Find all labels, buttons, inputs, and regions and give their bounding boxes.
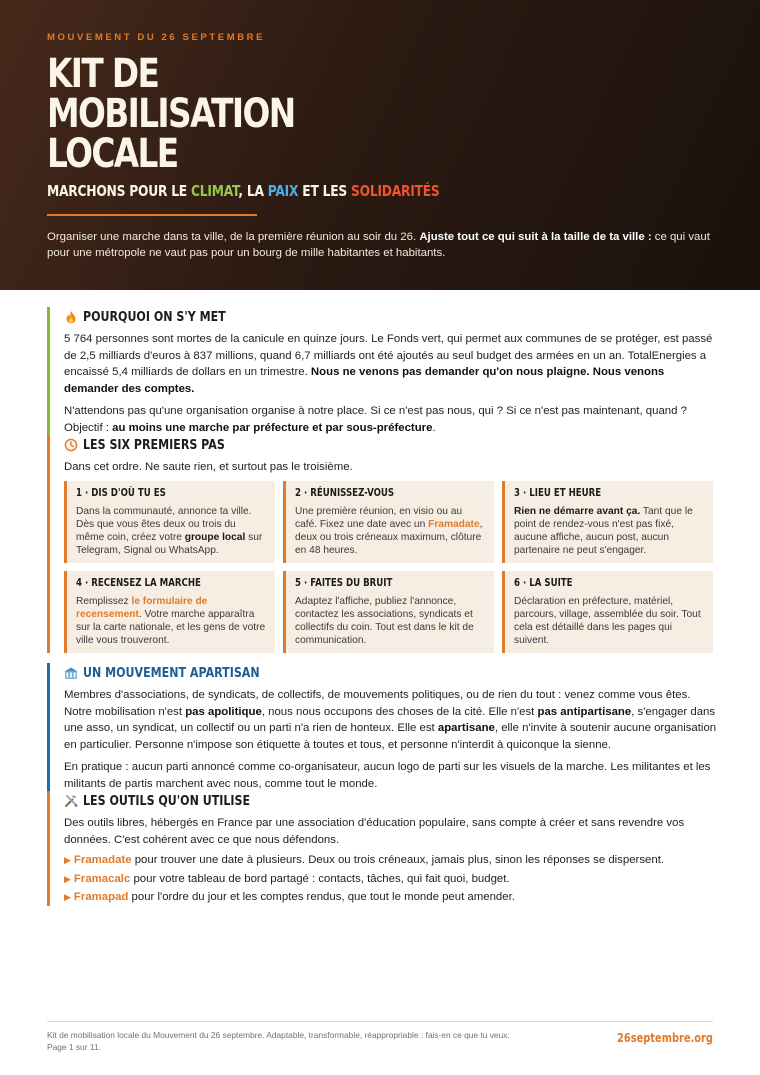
title-line: LOCALE [47,131,178,177]
framadate-link[interactable]: Framadate [428,518,480,530]
step-card [502,481,713,563]
section-title [64,663,717,683]
paragraph: En pratique : aucun parti annoncé comme co-organisateur, aucun logo de parti sur les visuels de la marche. Les militantes et les militants de partis marchent avec nous, comme tout le monde. [64,761,711,790]
step-text [295,505,485,557]
step-text-part: Remplissez [76,595,132,607]
step-card [502,571,713,653]
section-title-label: UN MOUVEMENT APARTISAN [83,665,260,681]
subtitle-part: ET LES [298,182,352,200]
step-title: 2 · RÉUNISSEZ-VOUS [295,486,395,499]
para-text: , elle n'invite à soutenir aucune organisation en particulier. Personne n'impose son étiquette à toutes et tous, et personne n'interdit à quiconque la sienne. [64,722,717,751]
para-bold: au moins une marche par préfecture et par sous-préfecture [112,421,433,434]
website-link[interactable]: 26septembre.org [617,1031,713,1045]
subtitle-part: MARCHONS POUR LE [47,182,191,200]
step-text-part: , deux ou trois créneaux maximum, clôture en 48 heures. [295,518,483,556]
para-bold: pas antipartisane [537,705,632,718]
page-subtitle [47,182,457,200]
section-title-label: POURQUOI ON S'Y MET [83,309,226,325]
divider [47,214,257,216]
subtitle-part: , LA [238,182,268,200]
step-title: 5 · FAITES DU BRUIT [295,576,393,589]
section-tools [47,791,717,906]
para-bold: Nous ne venons pas demander qu'on nous plaigne. Nous venons demander des comptes. [64,366,665,395]
paragraph [64,687,717,753]
para-bold: apartisane [437,722,495,734]
step-card [64,571,275,653]
title-line: MOBILISATION [47,91,295,137]
triangle-right-icon: ▶ [64,873,71,884]
section-title-label: LES OUTILS QU'ON UTILISE [83,793,251,809]
para-text: 5 764 personnes sont mortes de la canicule en quinze jours. Le Fonds vert, qui permet aux communes de se protéger, est passé de 2,5 milliards d'euros à 837 millions, quand 6,7 milliards ont été ajoutés au seul budget des armées en un an. TotalEnergies a encaissé 5,4 milliards de dollars en un trimestre. [64,333,713,378]
list-item [64,889,717,906]
building-icon [64,666,78,680]
section-title-label: LES SIX PREMIERS PAS [83,437,225,453]
intro-rest: ce qui vaut pour une métropole ne vaut pas pour un bourg de mille habitantes et habitants. [47,231,710,259]
step-text-part: sur Telegram, Signal ou WhatsApp. [76,531,263,556]
intro-text: Organiser une marche dans ta ville, de la première réunion au soir du 26. [47,231,420,243]
section-intro: Dans cet ordre. Ne saute rien, et surtout pas le troisième. [64,461,353,473]
tool-link-framapad[interactable]: Framapad [73,891,129,903]
footer-text [47,1029,510,1053]
step-text-part: Tant que le point de rendez-vous n'est pas fixé, aucune affiche, aucun post, aucun partenaire ne peut s'engager. [514,505,693,556]
section-apartisan [47,663,717,792]
section-why [47,307,717,436]
paragraph [64,403,717,436]
tool-link-framadate[interactable]: Framadate [73,854,132,866]
step-text: Déclaration en préfecture, matériel, parcours, village, assemblée du soir. Tout cela est détaillé dans les pages qui suivent. [514,595,701,646]
triangle-right-icon: ▶ [64,892,71,902]
paragraph [64,331,717,397]
step-text-part: . Votre marche apparaîtra sur la carte nationale, et les gens de votre ville vous trouveront. [76,608,266,646]
step-text: Adaptez l'affiche, publiez l'annonce, contactez les associations, syndicats et collectifs du coin. Tout est dans le kit de communication. [295,595,474,646]
step-text [76,505,266,557]
recensement-form-link[interactable]: le formulaire de recensement [76,595,208,620]
page-title [47,51,359,177]
footer-line: Kit de mobilisation locale du Mouvement du 26 septembre. Adaptable, transformable, réappropriable : fais-en ce que tu veux. [47,1030,510,1040]
section-title [64,435,717,455]
step-card [283,481,494,563]
tools-icon [64,794,78,808]
para-text: N'attendons pas qu'une organisation organise à notre place. Si ce n'est pas nous, qui ? Si ce n'est pas maintenant, quand ? Objectif : [64,405,687,434]
section-steps [47,435,717,653]
subtitle-climat: CLIMAT [190,182,239,200]
step-title: 6 · LA SUITE [514,576,573,589]
page-number: Page 1 sur 11. [47,1042,101,1052]
subtitle-paix: PAIX [267,182,299,200]
step-text [514,505,704,557]
tool-text: pour trouver une date à plusieurs. Deux ou trois créneaux, jamais plus, sinon les réponses se dispersent. [131,854,665,866]
step-text [76,595,266,647]
page-footer [47,1021,713,1053]
step-text-part: Dans la communauté, annonce ta ville. Dès que vous êtes deux ou trois du même coin, créez votre [76,505,252,543]
title-line: KIT DE [47,51,159,97]
step-title: 3 · LIEU ET HEURE [514,486,602,499]
clock-icon [64,438,78,452]
subtitle-solidarites: SOLIDARITÉS [351,182,440,200]
eyebrow: MOUVEMENT DU 26 SEPTEMBRE [47,32,266,43]
intro-bold: Ajuste tout ce qui suit à la taille de ta ville : [419,231,652,243]
para-bold: pas apolitique [185,705,262,718]
section-title [64,307,717,327]
step-card [283,571,494,653]
triangle-right-icon: ▶ [64,855,71,865]
steps-grid [64,481,717,653]
hero-intro [47,229,717,261]
para-text: , s'engager dans une asso, un syndicat, un collectif ou un parti n'a rien de honteux. Elle est [64,705,716,734]
step-text-part: Une première réunion, en visio ou au café. Fixez une date avec un [295,505,463,530]
step-title: 1 · DIS D'OÙ TU ES [76,486,166,499]
list-item [64,871,717,888]
tools-list [64,852,717,906]
step-text-bold: Rien ne démarre avant ça. [514,505,641,517]
section-title [64,791,717,811]
step-title: 4 · RECENSEZ LA MARCHE [76,576,201,589]
tool-text: pour votre tableau de bord partagé : contacts, tâches, qui fait quoi, budget. [130,872,510,885]
section-intro: Des outils libres, hébergés en France par une association d'éducation populaire, sans compte à créer et sans revendre vos données. C'est cohérent avec ce que nous défendons. [64,817,685,846]
tool-link-framacalc[interactable]: Framacalc [73,872,131,885]
hero-banner [0,0,760,290]
para-text: , nous nous occupons des choses de la cité. Elle n'est [261,705,538,718]
flame-icon [64,310,78,324]
para-text: Membres d'associations, de syndicats, de collectifs, de mouvements politiques, ou de rien du tout : venez comme vous êtes. Notre mobilisation n'est [64,689,691,718]
tool-text: pour l'ordre du jour et les comptes rendus, que tout le monde peut amender. [128,891,515,903]
list-item [64,852,717,869]
step-card [64,481,275,563]
step-text-bold: groupe local [184,531,246,543]
para-text: . [432,421,436,434]
